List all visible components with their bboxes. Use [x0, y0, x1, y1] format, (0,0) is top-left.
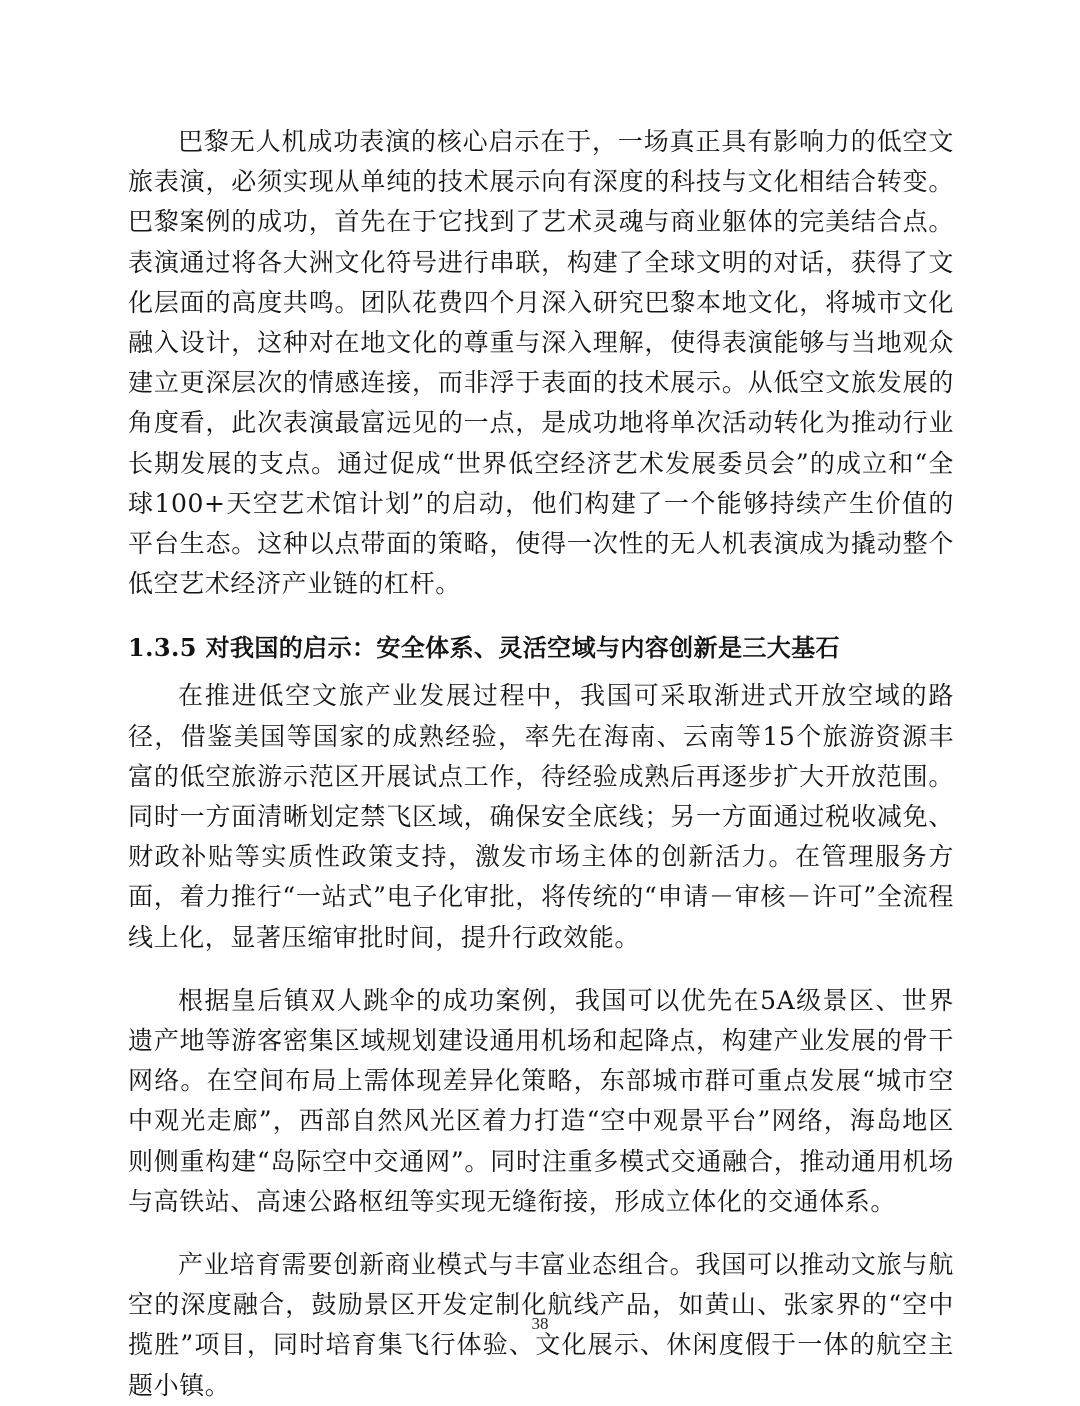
page-number: 38: [531, 1314, 549, 1333]
section-heading: 1.3.5 对我国的启示：安全体系、灵活空域与内容创新是三大基石: [128, 633, 840, 663]
paragraph-paris-drone-show: 巴黎无人机成功表演的核心启示在于，一场真正具有影响力的低空文旅表演，必须实现从单纯的技术展示向有深度的科技与文化相结合转变。巴黎案例的成功，首先在于它找到了艺术灵魂与商业躯体的完美结合点。表演通过将各大洲文化符号进行串联，构建了全球文明的对话，获得了文化层面的高度共鸣。团队花费四个月深入研究巴黎本地文化，将城市文化融入设计，这种对在地文化的尊重与深入理解，使得表演能够与当地观众建立更深层次的情感连接，而非浮于表面的技术展示。从低空文旅发展的角度看，此次表演最富远见的一点，是成功地将单次活动转化为推动行业长期发展的支点。通过促成“世界低空经济艺术发展委员会”的成立和“全球100+天空艺术馆计划”的启动，他们构建了一个能够持续产生价值的平台生态。这种以点带面的策略，使得一次性的无人机表演成为撬动整个低空艺术经济产业链的杠杆。: [128, 127, 954, 599]
page-body: [128, 122, 954, 1406]
paragraph-infrastructure-layout: 根据皇后镇双人跳伞的成功案例，我国可以优先在5A级景区、世界遗产地等游客密集区域规划建设通用机场和起降点，构建产业发展的骨干网络。在空间布局上需体现差异化策略，东部城市群可重点发展“城市空中观光走廊”，西部自然风光区着力打造“空中观景平台”网络，海岛地区则侧重构建“岛际空中交通网”。同时注重多模式交通融合，推动通用机场与高铁站、高速公路枢纽等实现无缝衔接，形成立体化的交通体系。: [128, 985, 954, 1216]
paragraph-airspace-policy: 在推进低空文旅产业发展过程中，我国可采取渐进式开放空域的路径，借鉴美国等国家的成熟经验，率先在海南、云南等15个旅游资源丰富的低空旅游示范区开展试点工作，待经验成熟后再逐步扩大开放范围。同时一方面清晰划定禁飞区域，确保安全底线；另一方面通过税收减免、财政补贴等实质性政策支持，激发市场主体的创新活力。在管理服务方面，着力推行“一站式”电子化审批，将传统的“申请－审核－许可”全流程线上化，显著压缩审批时间，提升行政效能。: [128, 681, 954, 952]
paragraph-industry-cultivation: 产业培育需要创新商业模式与丰富业态组合。我国可以推动文旅与航空的深度融合，鼓励景区开发定制化航线产品，如黄山、张家界的“空中揽胜”项目，同时培育集飞行体验、文化展示、休闲度假于一体的航空主题小镇。: [128, 1250, 954, 1400]
